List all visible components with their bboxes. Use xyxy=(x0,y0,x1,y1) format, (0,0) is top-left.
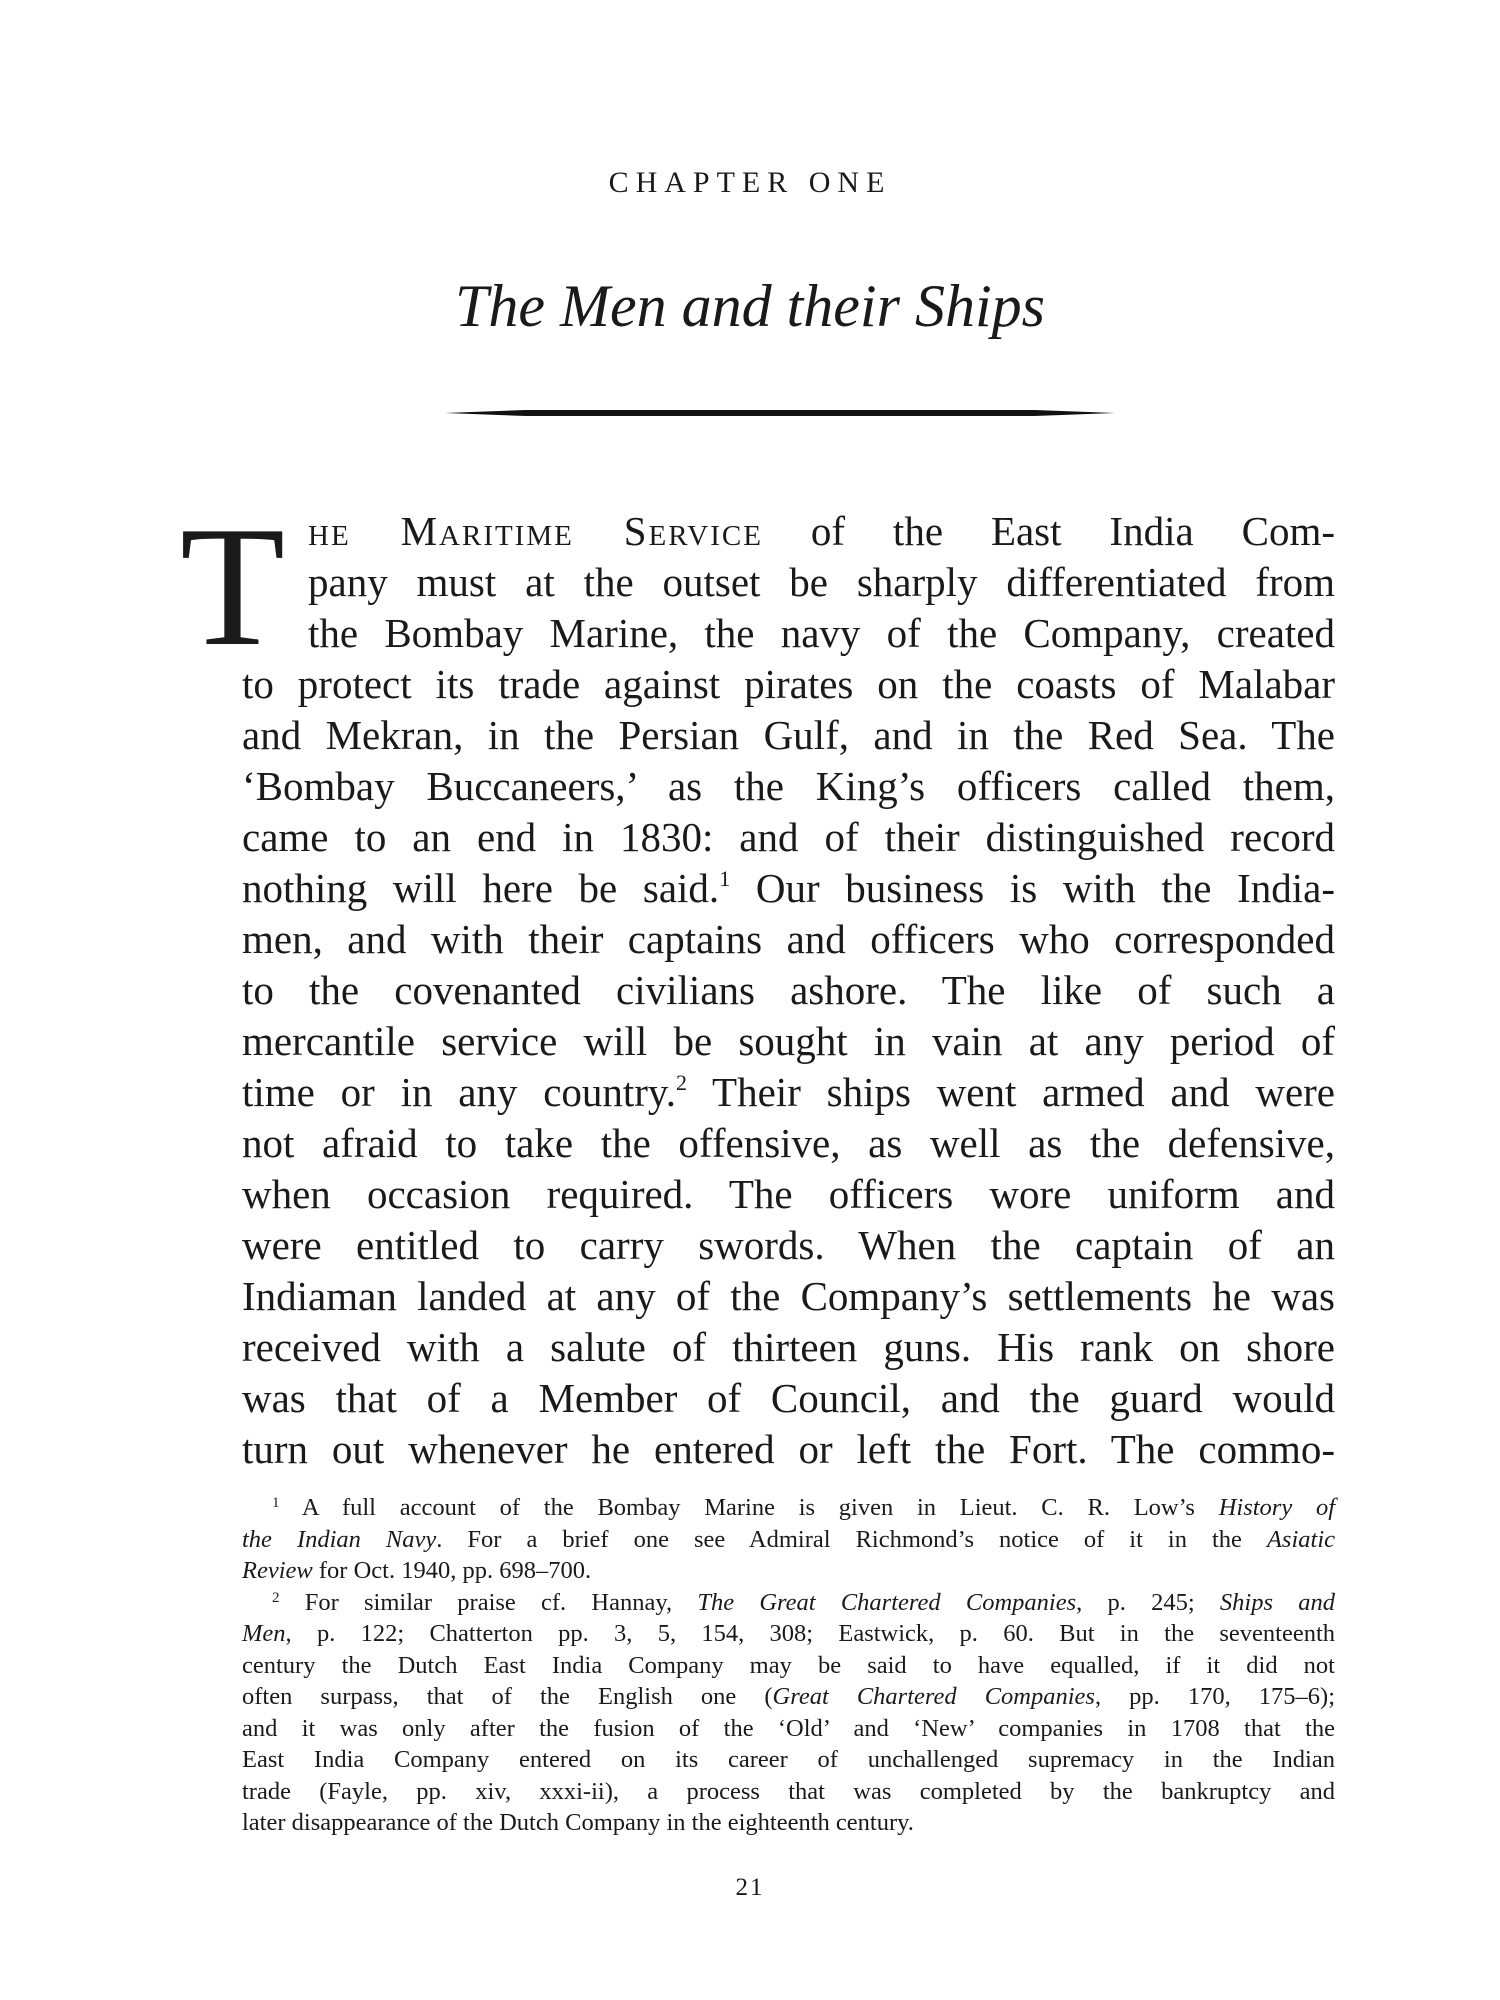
body-line: men, and with their captains and officers who corresponded xyxy=(242,916,1335,962)
body-text xyxy=(242,506,1335,1475)
drop-cap: T xyxy=(180,492,286,682)
body-line: nothing will here be said.$^1$ Our business is with the India- xyxy=(242,865,1335,911)
body-line: was that of a Member of Council, and the guard would xyxy=(242,1375,1335,1421)
footnote-2-line: later disappearance of the Dutch Company in the eighteenth century. xyxy=(242,1809,914,1836)
title-rule xyxy=(445,410,1115,416)
body-line: he Maritime Service of the East India Com- xyxy=(308,508,1335,554)
footnote-1-line: Review for Oct. 1940, pp. 698–700. xyxy=(242,1557,592,1584)
page-number: 21 xyxy=(735,1874,765,1901)
body-line: pany must at the outset be sharply differentiated from xyxy=(308,559,1335,605)
body-line: and Mekran, in the Persian Gulf, and in the Red Sea. The xyxy=(242,712,1335,758)
body-line: the Bombay Marine, the navy of the Company, created xyxy=(308,610,1335,656)
footnote-mark: 2 xyxy=(676,1070,688,1095)
footnote-1-line: $^1$ A full account of the Bombay Marine is given in Lieut. C. R. Low’s History of xyxy=(272,1494,1335,1521)
footnote-2-line: $^2$ For similar praise cf. Hannay, The Great Chartered Companies, p. 245; Ships and xyxy=(272,1588,1335,1616)
footnote-2-line: and it was only after the fusion of the ‘Old’ and ‘New’ companies in 1708 that the xyxy=(242,1714,1335,1742)
body-line: to protect its trade against pirates on the coasts of Malabar xyxy=(242,661,1335,707)
body-line: to the covenanted civilians ashore. The like of such a xyxy=(242,967,1335,1013)
body-line: turn out whenever he entered or left the Fort. The commo- xyxy=(242,1426,1335,1472)
footnotes xyxy=(242,1492,1335,1839)
footnote-2-line: trade (Fayle, pp. xiv, xxxi-ii), a process that was completed by the bankruptcy and xyxy=(242,1777,1335,1805)
footnote-2-line: East India Company entered on its career of unchallenged supremacy in the Indian xyxy=(242,1746,1335,1773)
body-line: Indiaman landed at any of the Company’s settlements he was xyxy=(242,1273,1335,1319)
footnote-2-line: century the Dutch East India Company may be said to have equalled, if it did not xyxy=(242,1651,1335,1679)
body-line: not afraid to take the offensive, as well as the defensive, xyxy=(242,1120,1335,1166)
body-line: came to an end in 1830: and of their distinguished record xyxy=(242,814,1335,860)
chapter-label: CHAPTER ONE xyxy=(608,166,892,199)
chapter-title: The Men and their Ships xyxy=(455,273,1045,339)
body-line: when occasion required. The officers wore uniform and xyxy=(242,1171,1335,1217)
body-line: were entitled to carry swords. When the captain of an xyxy=(242,1222,1335,1268)
opening-smallcaps: he Maritime Service xyxy=(308,508,763,554)
footnote-2-line: often surpass, that of the English one (Great Chartered Companies, pp. 170, 175–6); xyxy=(242,1683,1336,1710)
body-line: received with a salute of thirteen guns. His rank on shore xyxy=(242,1324,1335,1370)
footnote-2-line: Men, p. 122; Chatterton pp. 3, 5, 154, 308; Eastwick, p. 60. But in the seventeenth xyxy=(242,1620,1335,1647)
footnote-mark: 1 xyxy=(719,866,731,891)
body-line: mercantile service will be sought in vain at any period of xyxy=(242,1018,1335,1064)
body-line: time or in any country.$^2$ Their ships went armed and were xyxy=(242,1069,1335,1115)
footnote-1-line: the Indian Navy. For a brief one see Admiral Richmond’s notice of it in the Asiatic xyxy=(242,1525,1335,1553)
body-line: ‘Bombay Buccaneers,’ as the King’s officers called them, xyxy=(242,763,1335,809)
